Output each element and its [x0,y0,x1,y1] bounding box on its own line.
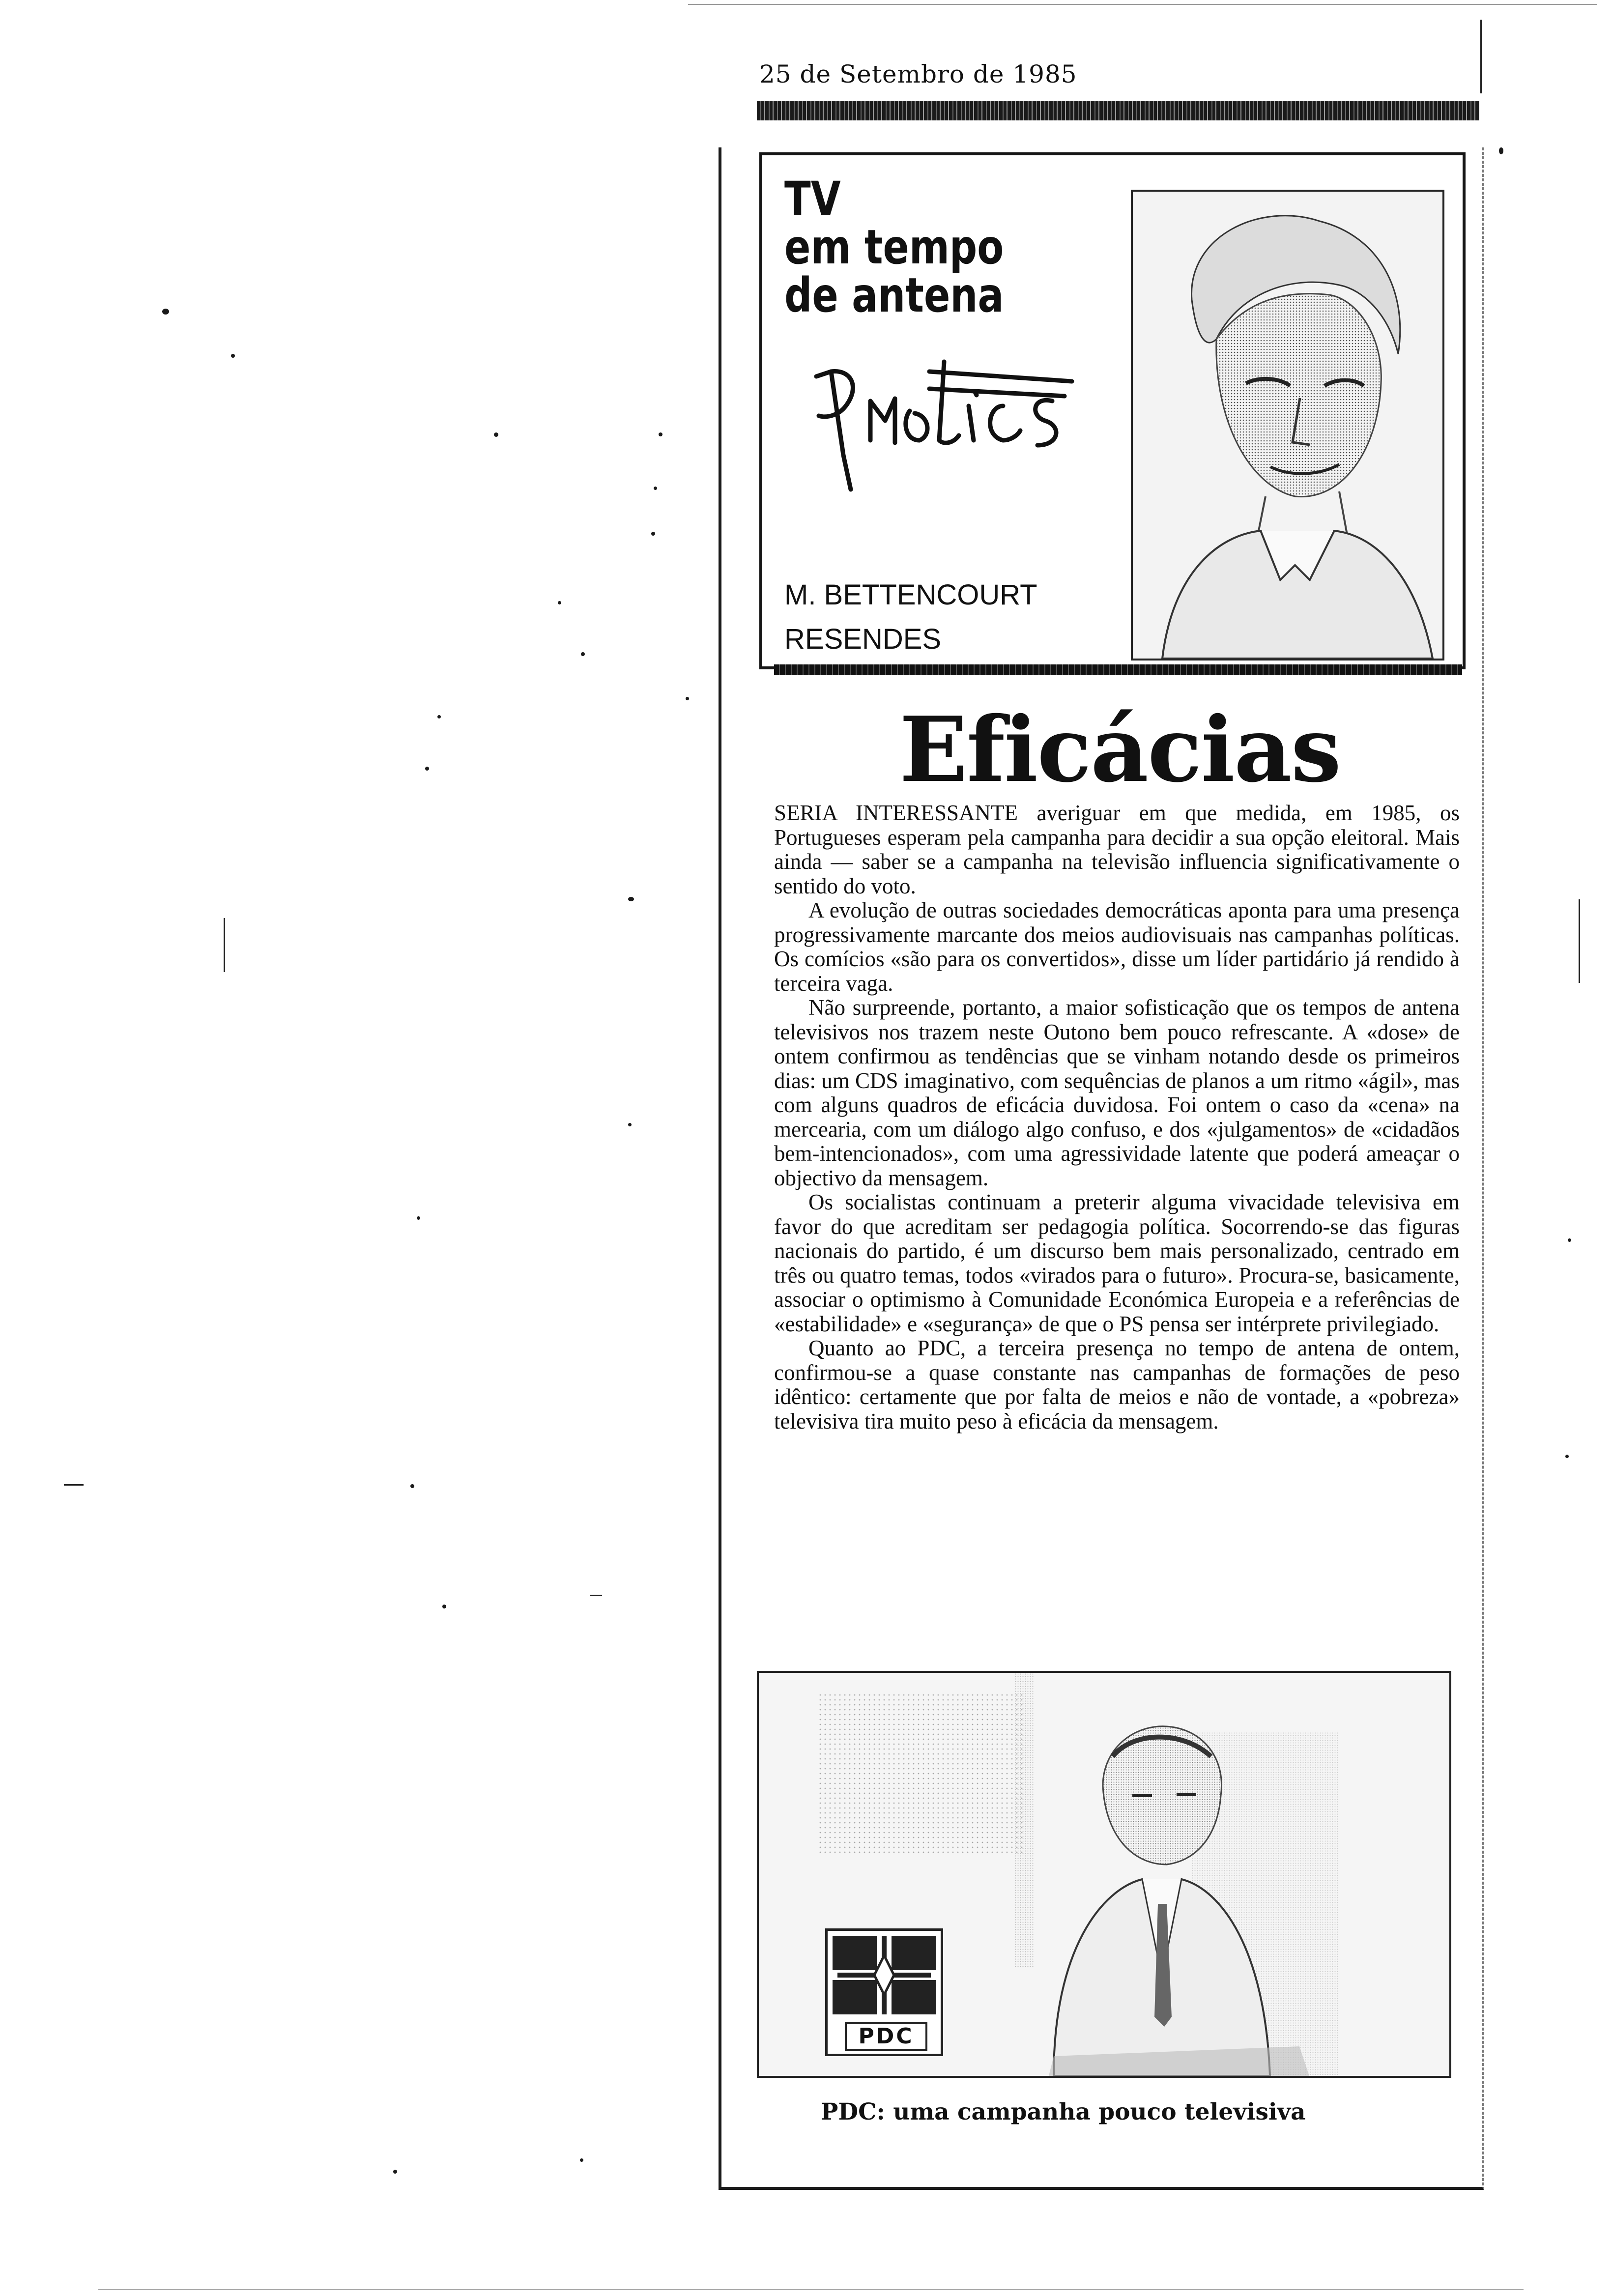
article-body [774,801,1460,1434]
column-title-line: em tempo [784,220,1004,275]
column-title-line: de antena [784,268,1004,323]
column-title [784,172,1004,323]
dateline: 25 de Setembro de 1985 [759,60,1077,88]
author-line: M. BETTENCOURT [784,579,1037,611]
pdc-logo [825,1928,943,2056]
pdc-logo-text: PDC [845,2022,927,2051]
article-paragraph: Não surpreende, portanto, a maior sofisticação que os tempos de antena televisivos nos trazem neste Outono bem pouco refrescante. A «dose» de ontem confirmou as tendências que se vinham notando desde os primeiros dias: um CDS imaginativo, com sequências de planos a um ritmo «ágil», mas com alguns quadros de eficácia duvidosa. Foi ontem o caso da «cena» na mercearia, com um diálogo algo confuso, e dos «julgamentos» de «cidadãos bem-intencionados», com uma agressividade latente que poderá ameaçar o objectivo da mensagem. [774,995,1460,1190]
pdc-logo-emblem [828,1931,941,2019]
handwritten-politica-mark [797,342,1092,504]
article-paragraph: SERIA INTERESSANTE averiguar em que medida, em 1985, os Portugueses esperam pela campanha para decidir a sua opção eleitoral. Mais ainda — saber se a campanha na televisão influencia significativamente o sentido do voto. [774,801,1460,898]
article-paragraph: Os socialistas continuam a preterir alguma vivacidade televisiva em favor do que acreditam ser pedagogia política. Socorrendo-se das figuras nacionais do partido, é um discurso bem mais personalizado, centrado em três ou quatro temas, todos «virados para o futuro». Procura-se, basicamente, associar o optimismo à Comunidade Económica Europeia e a referências de «estabilidade» e «segurança» de que o PS pensa ser intérprete privilegiado. [774,1190,1460,1336]
portrait-illustration [1133,192,1442,659]
article-paragraph: Quanto ao PDC, a terceira presença no tempo de antena de ontem, confirmou-se a quase constante nas campanhas de formações de peso idêntico: certamente que por falta de meios e não de vontade, a «pobreza» televisiva tira muito peso à eficácia da mensagem. [774,1336,1460,1434]
header-bottom-rule [774,664,1462,675]
author-byline [784,573,1037,661]
column-title-line: TV [784,172,841,227]
top-rule [757,101,1479,120]
photo-caption: PDC: uma campanha pouco televisiva [821,2098,1306,2125]
author-portrait [1131,190,1444,660]
author-line: RESENDES [784,623,942,655]
article-paragraph: A evolução de outras sociedades democráticas aponta para uma presença progressivamente marcante dos meios audiovisuais nas campanhas políticas. Os comícios «são para os convertidos», disse um líder partidário já rendido à terceira vaga. [774,898,1460,996]
article-headline: Eficácias [899,697,1341,802]
column-header-box [759,152,1466,669]
pdc-broadcast-photo [757,1671,1451,2078]
